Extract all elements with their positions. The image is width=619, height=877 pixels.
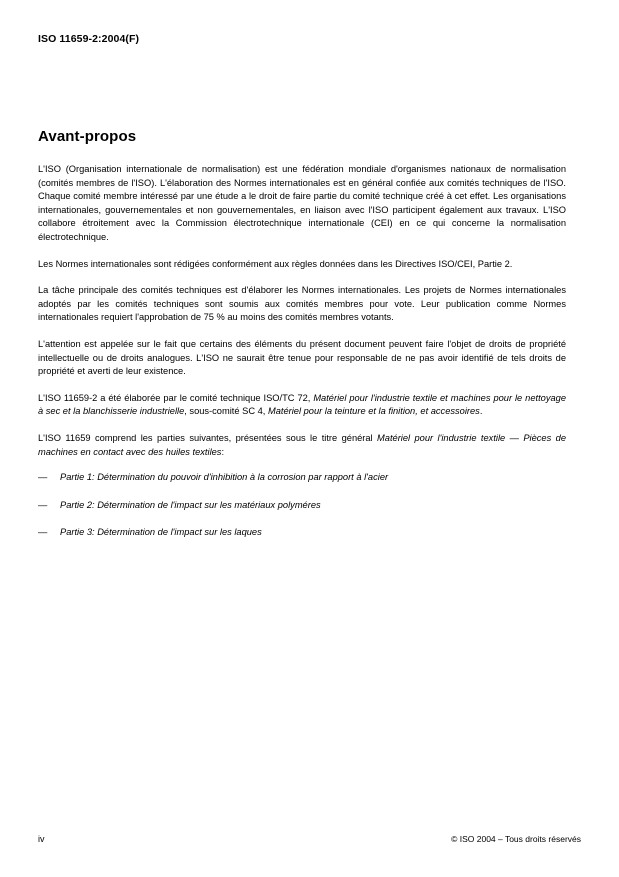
- parts-intro-text-2: :: [221, 446, 225, 457]
- list-dash-icon: —: [38, 499, 48, 510]
- list-item-label: Partie 2: Détermination de l'impact sur les matériaux polyméres: [60, 499, 321, 510]
- list-item-label: Partie 1: Détermination du pouvoir d'inhibition à la corrosion par rapport à l'acier: [60, 472, 389, 483]
- committee-italic-1: Matériel pour l'industrie textile et machines pour le nettoyage à sec et la blanchisserie industrielle: [38, 392, 567, 417]
- paragraph-parts-intro: [38, 432, 566, 459]
- parts-list: [38, 471, 566, 540]
- committee-text-3: .: [479, 406, 483, 417]
- list-dash-icon: —: [38, 527, 48, 538]
- committee-text-1: L'ISO 11659-2 a été élaborée par le comité technique ISO/TC 72,: [38, 392, 314, 403]
- paragraph-4: L'attention est appelée sur le fait que certains des éléments du présent document peuvent faire l'objet de droits de propriété intellectuelle ou de droits analogues. L'ISO ne saurait être tenue pour responsable de ne pas avoir identifié de tels droits de propriété et averti de leur existence.: [38, 338, 566, 377]
- copyright-notice: © ISO 2004 – Tous droits réservés: [451, 834, 581, 844]
- document-header: ISO 11659-2:2004(F): [38, 33, 140, 45]
- list-item-label: Partie 3: Détermination de l'impact sur les laques: [60, 527, 262, 538]
- paragraph-1: L'ISO (Organisation internationale de normalisation) est une fédération mondiale d'organismes nationaux de normalisation (comités membres de l'ISO). L'élaboration des Normes internationales est en général confiée aux comités techniques de l'ISO. Chaque comité membre intéressé par une étude a le droit de faire partie du comité technique créé à cet effet. Les organisations internationales, gouvernementales et non gouvernementales, en liaison avec l'ISO participent également aux travaux. L'ISO collabore étroitement avec la Commission électrotechnique internationale (CEI) en ce qui concerne la normalisation électrotechnique.: [38, 164, 566, 242]
- list-item: [38, 499, 566, 513]
- list-item: [38, 526, 566, 540]
- paragraph-2: Les Normes internationales sont rédigées conformément aux règles données dans les Directives ISO/CEI, Partie 2.: [38, 258, 513, 269]
- page-title: Avant-propos: [38, 128, 137, 145]
- document-body: [38, 128, 566, 554]
- list-item: [38, 471, 566, 485]
- committee-text-2: , sous-comité SC 4,: [184, 406, 268, 417]
- committee-italic-2: Matériel pour la teinture et la finition, et accessoires: [267, 406, 480, 417]
- list-dash-icon: —: [38, 472, 48, 483]
- parts-intro-text-1: L'ISO 11659 comprend les parties suivantes, présentées sous le titre général: [38, 432, 378, 443]
- page-number: iv: [38, 834, 45, 844]
- paragraph-3: La tâche principale des comités techniques est d'élaborer les Normes internationales. Les projets de Normes internationales adoptés par les comités techniques sont soumis aux comités membres pour vote. Leur publication comme Normes internationales requiert l'approbation de 75 % au moins des comités membres votants.: [38, 285, 566, 323]
- paragraph-committee: [38, 392, 566, 419]
- parts-intro-italic-1: Matériel pour l'industrie textile — Pièces de machines en contact avec des huiles textiles: [38, 432, 566, 457]
